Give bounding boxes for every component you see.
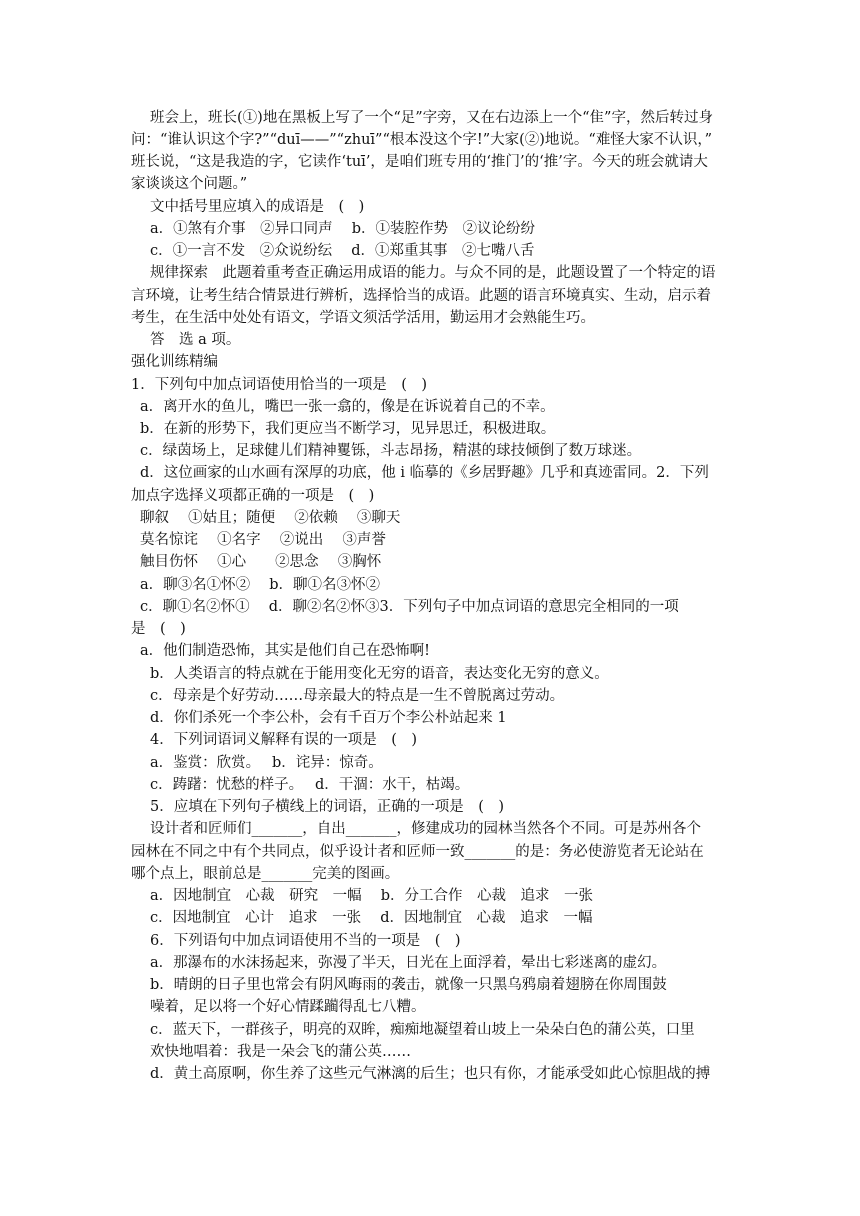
- option-line: a．因地制宜 心裁 研究 一幅 b．分工合作 心裁 追求 一张: [150, 888, 594, 904]
- question-stem: 4．下列词语词义解释有误的一项是 ( ): [150, 732, 418, 748]
- text-line: 触目伤怀 ①心 ②思念 ③胸怀: [140, 554, 382, 570]
- question-stem: 5．应填在下列句子横线上的词语，正确的一项是 ( ): [150, 799, 505, 815]
- text-line: 家谈谈这个问题。”: [131, 176, 248, 192]
- text-line: 言环境，让考生结合情景进行辨析，选择恰当的成语。此题的语言环境真实、生动，启示着: [131, 288, 711, 304]
- option-line: c．踌躇：忧愁的样子。 d．干涸：水干，枯竭。: [150, 777, 470, 793]
- option-line: 欢快地唱着：我是一朵会飞的蒲公英……: [150, 1044, 411, 1060]
- text-line: 加点字选择义项都正确的一项是 ( ): [131, 488, 375, 504]
- text-line: 是 ( ): [131, 621, 186, 637]
- text-line: 园林在不同之中有个共同点，似乎设计者和匠师一致_______的是：务必使游览者无论站在: [131, 844, 704, 860]
- text-line: c．①一言不发 ②众说纷纭 d．①郑重其事 ②七嘴八舌: [150, 243, 535, 259]
- option-line: d．这位画家的山水画有深厚的功底，他 i 临摹的《乡居野趣》几乎和真迹雷同。2．下列: [140, 465, 709, 481]
- option-line: 噪着，足以将一个好心情蹂躏得乱七八糟。: [150, 999, 426, 1015]
- option-line: c．绿茵场上，足球健儿们精神矍铄，斗志昂扬，精湛的球技倾倒了数万球迷。: [140, 443, 642, 459]
- question-stem: 6．下列语句中加点词语使用不当的一项是 ( ): [150, 933, 461, 949]
- option-line: a．他们制造恐怖，其实是他们自己在恐怖啊!: [140, 643, 430, 659]
- option-line: b．人类语言的特点就在于能用变化无穷的语音，表达变化无穷的意义。: [150, 666, 609, 682]
- option-line: a．离开水的鱼儿，嘴巴一张一翕的，像是在诉说着自己的不幸。: [140, 399, 555, 415]
- option-line: a．聊③名①怀② b．聊①名③怀②: [140, 577, 381, 593]
- option-line: c．蓝天下，一群孩子，明亮的双眸，痴痴地凝望着山坡上一朵朵白色的蒲公英，口里: [150, 1022, 695, 1038]
- option-line: b．晴朗的日子里也常会有阴风晦雨的袭击，就像一只黑乌鸦扇着翅膀在你周围鼓: [150, 977, 667, 993]
- option-line: d．你们杀死一个李公朴，会有千百万个李公朴站起来 1: [150, 710, 507, 726]
- text-line: 哪个点上，眼前总是_______完美的图画。: [131, 866, 400, 882]
- text-line: 规律探索 此题着重考查正确运用成语的能力。与众不同的是，此题设置了一个特定的语: [150, 265, 716, 281]
- text-line: 文中括号里应填入的成语是 ( ): [150, 199, 365, 215]
- text-line: 设计者和匠师们_______，自出_______，修建成功的园林当然各个不同。可是苏州各个: [150, 821, 701, 837]
- option-line: a．鉴赏：欣赏。 b．诧异：惊奇。: [150, 755, 383, 771]
- text-line: 答 选 a 项。: [150, 332, 241, 348]
- text-line: 考生，在生活中处处有语文，学语文须活学活用，勤运用才会熟能生巧。: [131, 310, 595, 326]
- option-line: c．聊①名②怀① d．聊②名②怀③3．下列句子中加点词语的意思完全相同的一项: [140, 599, 679, 615]
- question-stem: 1．下列句中加点词语使用恰当的一项是 ( ): [131, 377, 428, 393]
- text-line: 班长说，“这是我造的字，它读作‘tuī’，是咱们班专用的‘推门’的‘推’字。今天的班会就请大: [131, 154, 708, 170]
- option-line: a．那瀑布的水沫扬起来，弥漫了半天，日光在上面浮着，晕出七彩迷离的虚幻。: [150, 955, 667, 971]
- option-line: c．因地制宜 心计 追求 一张 d．因地制宜 心裁 追求 一幅: [150, 910, 593, 926]
- option-line: d．黄土高原啊，你生养了这些元气淋漓的后生；也只有你，才能承受如此心惊胆战的搏: [150, 1066, 711, 1082]
- option-line: c．母亲是个好劳动……母亲最大的特点是一生不曾脱离过劳动。: [150, 688, 565, 704]
- text-line: 聊叙 ①姑且；随便 ②依赖 ③聊天: [140, 510, 401, 526]
- text-line: 班会上，班长(①)地在黑板上写了一个“足”字旁，又在右边添上一个“隹”字，然后转过身: [150, 110, 713, 126]
- section-heading: 强化训练精编: [131, 354, 218, 370]
- text-line: a．①煞有介事 ②异口同声 b．①装腔作势 ②议论纷纷: [150, 221, 536, 237]
- text-line: 问：“谁认识这个字?”“duī——”“zhuī”“根本没这个字!”大家(②)地说。“难怪大家不认识，”: [131, 132, 713, 148]
- option-line: b．在新的形势下，我们更应当不断学习，见异思迁，积极进取。: [140, 421, 556, 437]
- text-line: 莫名惊诧 ①名字 ②说出 ③声誉: [140, 532, 386, 548]
